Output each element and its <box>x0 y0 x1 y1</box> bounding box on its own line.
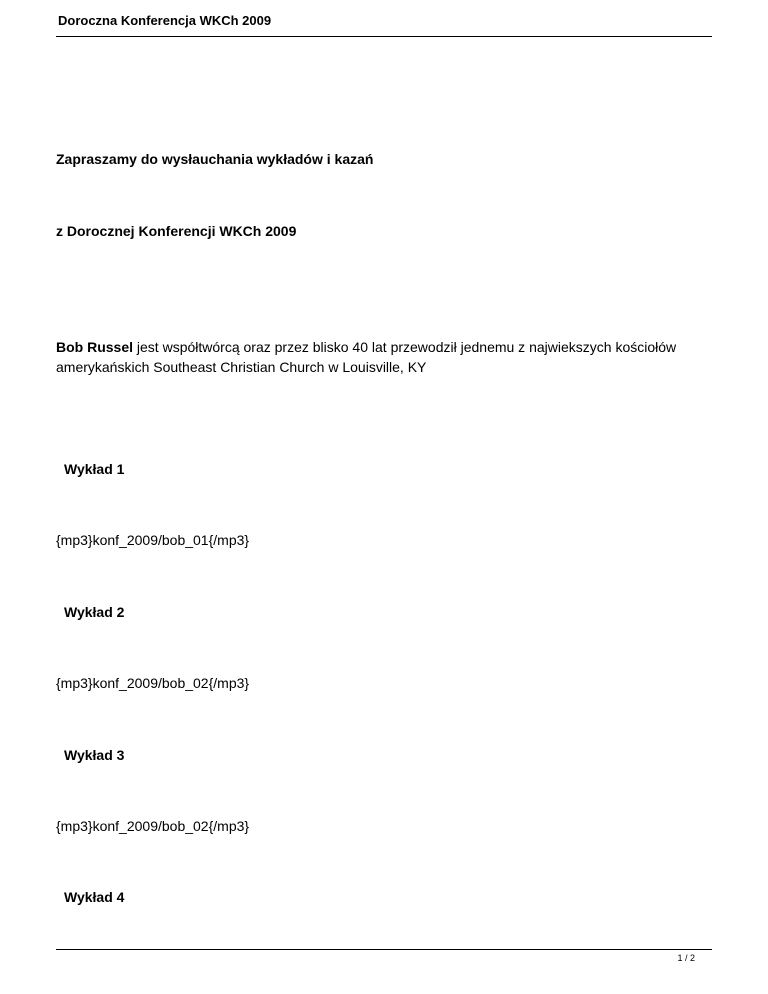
lecture-3-audio-embed: {mp3}konf_2009/bob_02{/mp3} <box>56 818 250 834</box>
lecture-2-audio-embed: {mp3}konf_2009/bob_02{/mp3} <box>56 675 250 691</box>
lecture-2-title: Wykład 2 <box>64 604 125 620</box>
speaker-description: jest współtwórcą oraz przez blisko 40 lat przewodził jednemu z najwiekszych kościołów amerykańskich Southeast Christian Church w Louisville, KY <box>56 339 677 375</box>
lecture-1-audio-embed: {mp3}konf_2009/bob_01{/mp3} <box>56 532 250 548</box>
sub-heading: z Dorocznej Konferencji WKCh 2009 <box>56 223 297 239</box>
lecture-4-title: Wykład 4 <box>64 889 125 905</box>
header-divider <box>56 36 712 37</box>
speaker-name: Bob Russel <box>56 339 134 355</box>
main-heading: Zapraszamy do wysłauchania wykładów i kazań <box>56 151 374 167</box>
page-number: 1 / 2 <box>677 953 695 963</box>
lecture-3-title: Wykład 3 <box>64 747 125 763</box>
footer-divider <box>56 949 712 950</box>
header-title: Doroczna Konferencja WKCh 2009 <box>58 13 272 28</box>
lecture-1-title: Wykład 1 <box>64 461 125 477</box>
speaker-intro <box>56 337 696 377</box>
